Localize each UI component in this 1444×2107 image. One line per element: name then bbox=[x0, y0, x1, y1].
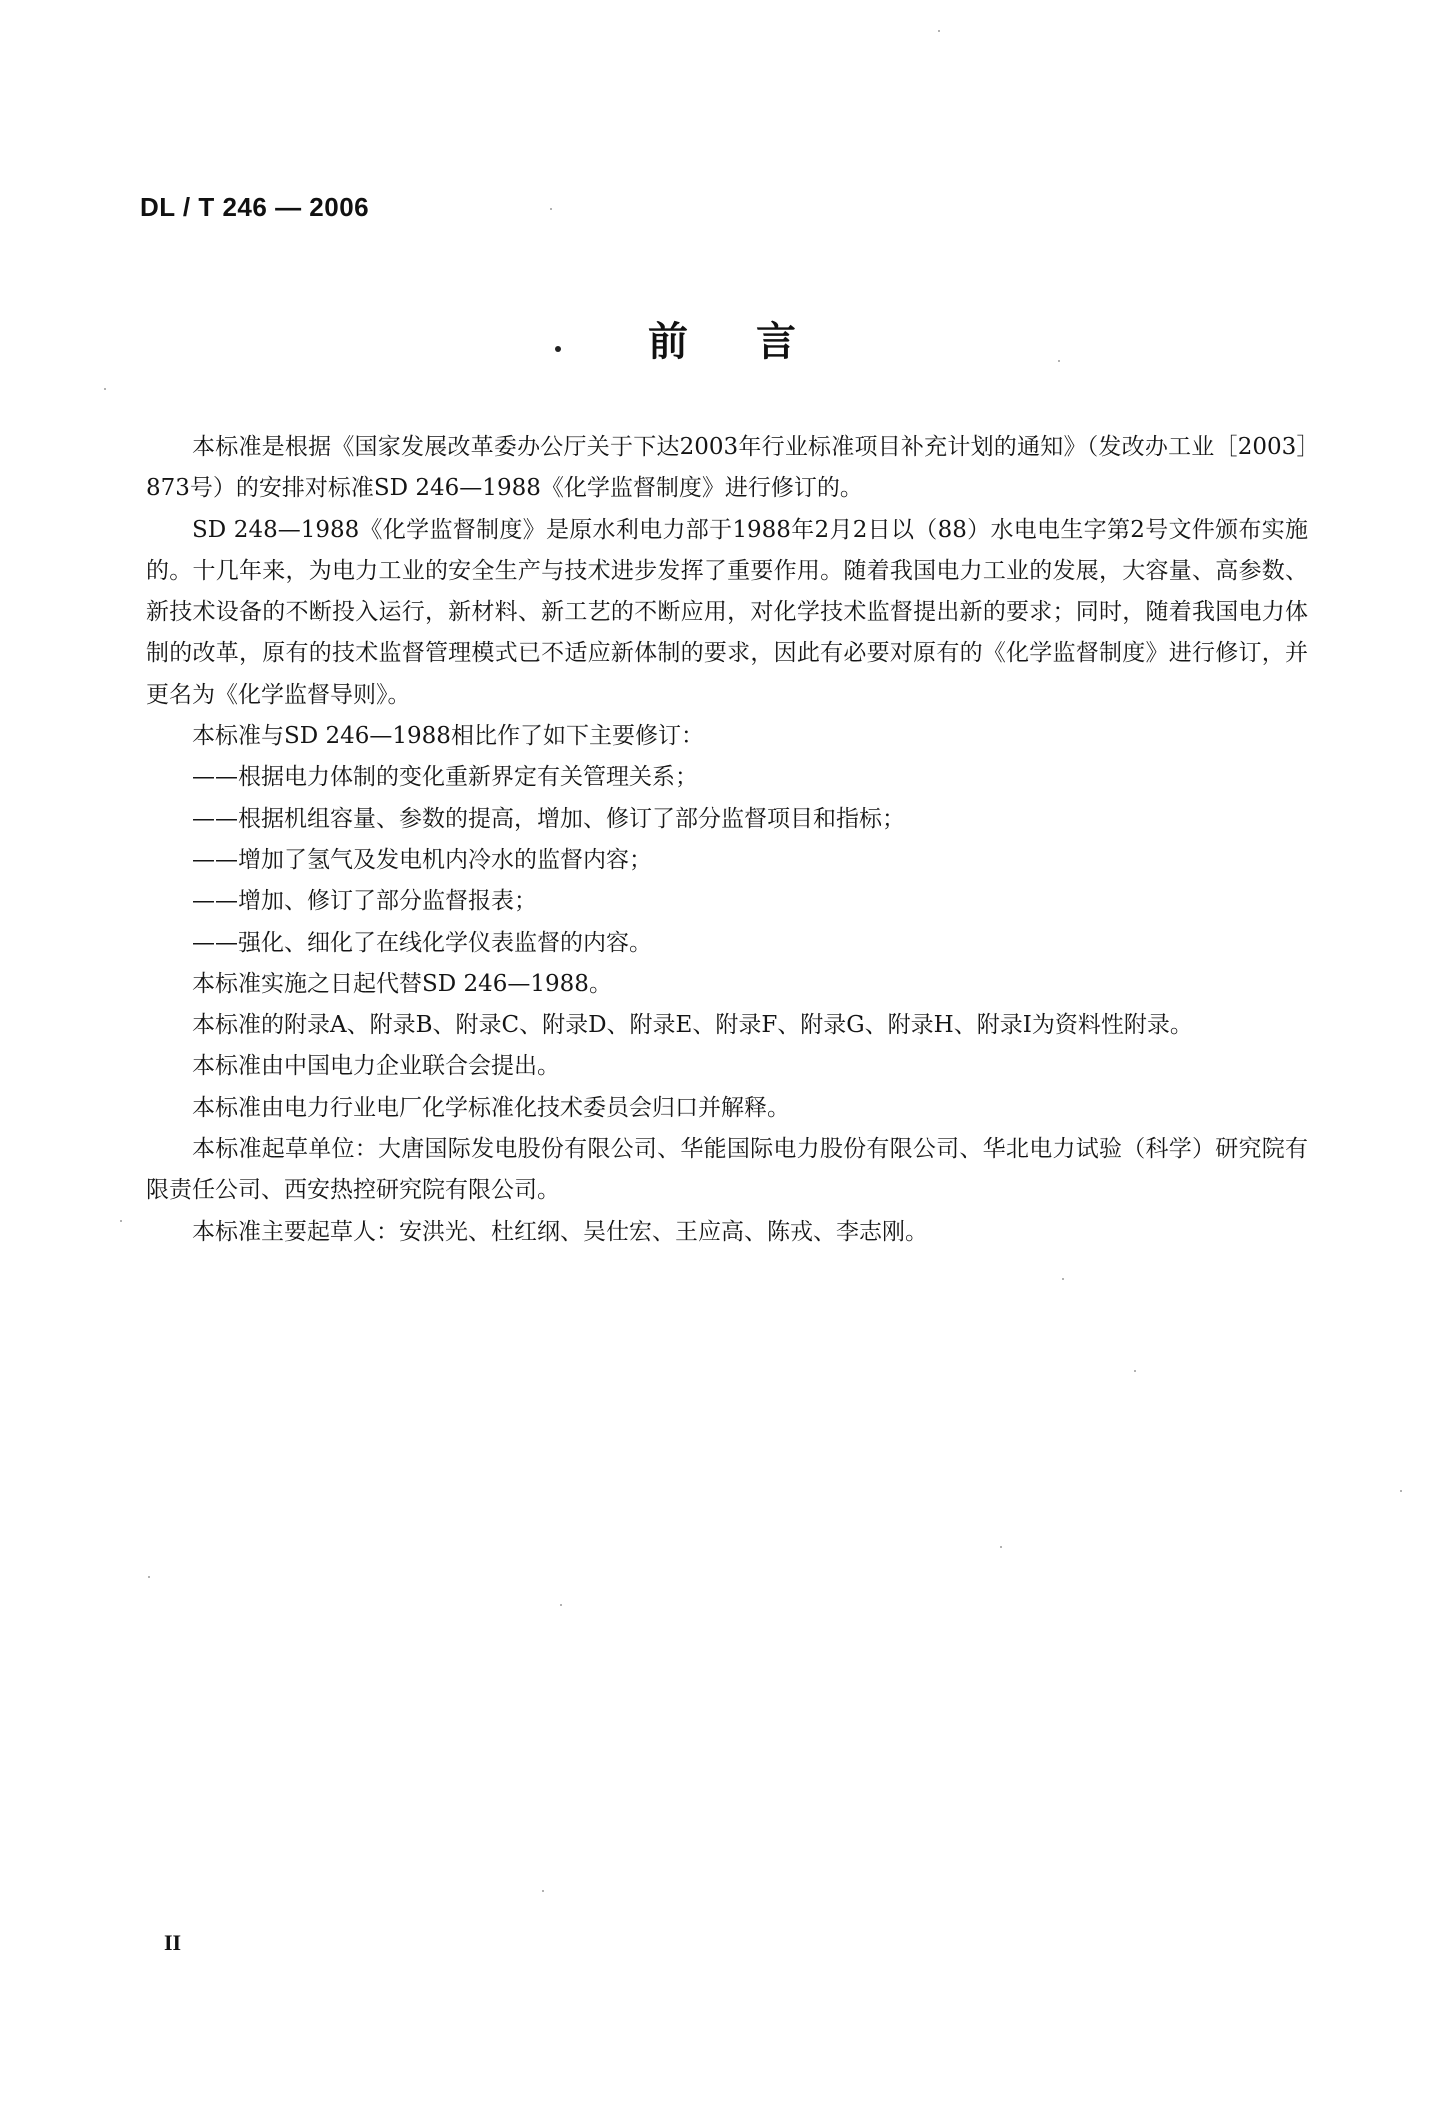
paragraph-committee: 本标准由电力行业电厂化学标准化技术委员会归口并解释。 bbox=[192, 1094, 790, 1121]
scan-speck bbox=[148, 1576, 150, 1578]
scan-speck bbox=[550, 208, 552, 210]
revision-item: ——强化、细化了在线化学仪表监督的内容。 bbox=[192, 929, 652, 956]
revision-item: ——增加、修订了部分监督报表； bbox=[192, 888, 537, 915]
paragraph-annexes: 本标准的附录A、附录B、附录C、附录D、附录E、附录F、附录G、附录H、附录I为资料性附录。 bbox=[192, 1012, 1193, 1039]
scan-speck bbox=[1400, 1490, 1402, 1492]
scan-speck bbox=[542, 1890, 544, 1892]
paragraph-basis: 本标准是根据《国家发展改革委办公厅关于下达2003年行业标准项目补充计划的通知》（发改办工业［2003］873号）的安排对标准SD 246—1988《化学监督制度》进行修订的。 bbox=[146, 434, 1308, 502]
scan-speck bbox=[1134, 1370, 1136, 1372]
page-number: II bbox=[164, 1930, 182, 1955]
paragraph-revision-intro: 本标准与SD 246—1988相比作了如下主要修订： bbox=[192, 723, 704, 750]
revision-item: ——根据机组容量、参数的提高，增加、修订了部分监督项目和指标； bbox=[192, 805, 905, 832]
scan-speck bbox=[1058, 360, 1060, 362]
scan-speck bbox=[1062, 1278, 1064, 1280]
scan-speck bbox=[1000, 1546, 1002, 1548]
paragraph-replacement: 本标准实施之日起代替SD 246—1988。 bbox=[192, 970, 612, 997]
scan-speck bbox=[104, 388, 106, 390]
paragraph-history: SD 248—1988《化学监督制度》是原水利电力部于1988年2月2日以（88）水电电生字第2号文件颁布实施的。十几年来，为电力工业的安全生产与技术进步发挥了重要作用。随着我国电力工业的发展，大容量、高参数、新技术设备的不断投入运行，新材料、新工艺的不断应用，对化学技术监督提出新的要求；同时，随着我国电力体制的改革，原有的技术监督管理模式已不适应新体制的要求，因此有必要对原有的《化学监督制度》进行修订，并更名为《化学监督导则》。 bbox=[146, 516, 1309, 708]
page-title: 前言 bbox=[648, 319, 864, 365]
paragraph-proposer: 本标准由中国电力企业联合会提出。 bbox=[192, 1053, 560, 1080]
revision-item: ——增加了氢气及发电机内冷水的监督内容； bbox=[192, 846, 652, 873]
scan-speck bbox=[560, 1604, 562, 1606]
scan-speck bbox=[938, 30, 940, 32]
revision-item: ——根据电力体制的变化重新界定有关管理关系； bbox=[192, 764, 698, 791]
foreword-body bbox=[146, 427, 1308, 1253]
paragraph-drafters: 本标准主要起草人：安洪光、杜红纲、吴仕宏、王应高、陈戎、李志刚。 bbox=[192, 1218, 928, 1245]
paragraph-drafting-units: 本标准起草单位：大唐国际发电股份有限公司、华能国际电力股份有限公司、华北电力试验（科学）研究院有限责任公司、西安热控研究院有限公司。 bbox=[146, 1136, 1308, 1204]
document-code-header: DL / T 246 — 2006 bbox=[140, 192, 370, 222]
scan-speck bbox=[120, 1220, 122, 1222]
